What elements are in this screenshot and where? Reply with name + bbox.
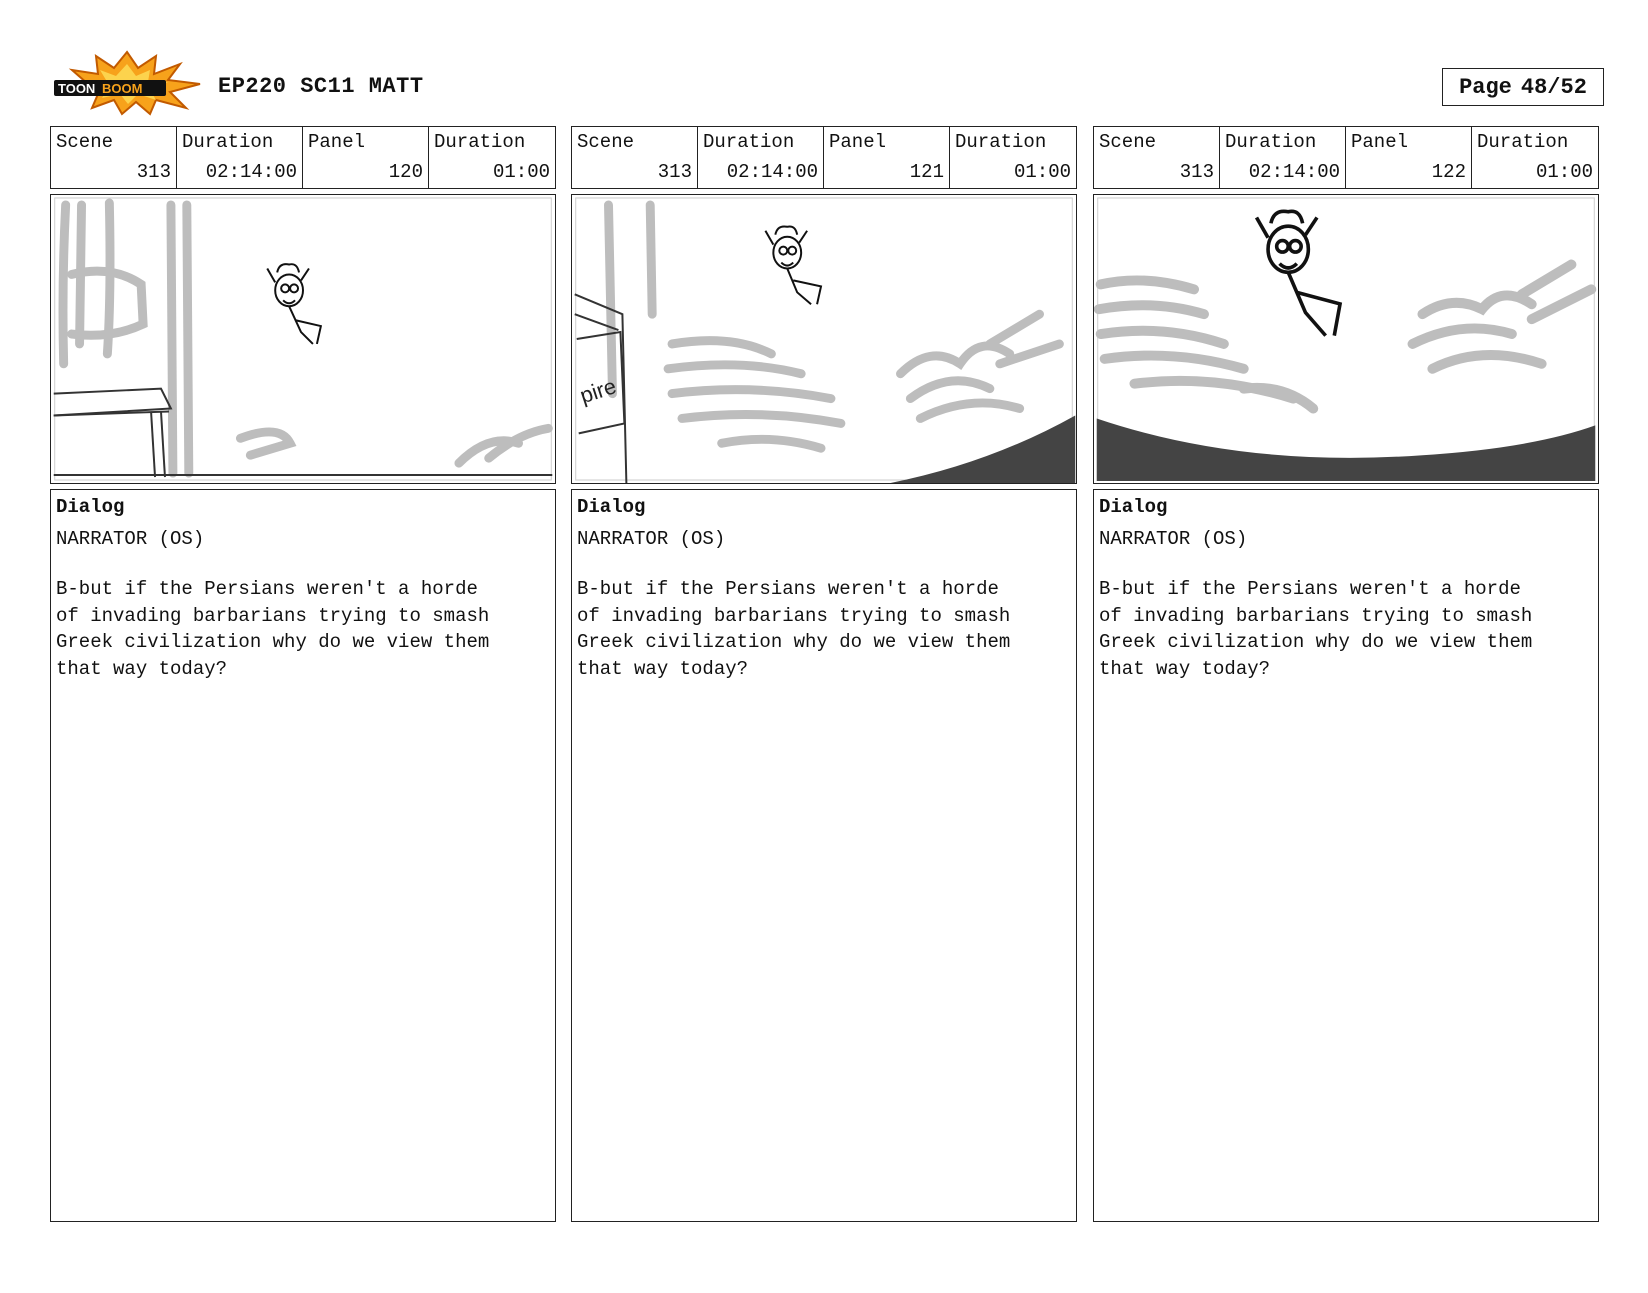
episode-title: EP220 SC11 MATT xyxy=(218,74,424,99)
dialog-label: Dialog xyxy=(56,496,125,518)
panel-duration-label: Duration xyxy=(434,131,526,153)
scene-duration-label: Duration xyxy=(1225,131,1317,153)
scene-number: 313 xyxy=(657,161,692,183)
scene-number: 313 xyxy=(1179,161,1214,183)
panel-number: 122 xyxy=(1431,161,1466,183)
scene-cell xyxy=(51,127,177,188)
dialog-speaker: NARRATOR (OS) xyxy=(1099,528,1248,550)
panel-number: 121 xyxy=(909,161,944,183)
storyboard-panel xyxy=(571,126,1077,1222)
page-indicator xyxy=(1442,68,1604,106)
dialog-text: B-but if the Persians weren't a horde of invading barbarians trying to smash Greek civilization why do we view them that way today? xyxy=(577,578,1011,680)
panel-duration: 01:00 xyxy=(1013,161,1071,183)
panel-duration-label: Duration xyxy=(955,131,1047,153)
panel-info-header xyxy=(571,126,1077,189)
storyboard-panel xyxy=(50,126,556,1222)
panel-duration: 01:00 xyxy=(1535,161,1593,183)
toonboom-logo xyxy=(52,50,202,116)
panel-label: Panel xyxy=(829,131,887,153)
sketch-frame xyxy=(1093,194,1599,484)
scene-duration-label: Duration xyxy=(182,131,274,153)
panel-duration-cell xyxy=(950,127,1076,188)
dialog-label: Dialog xyxy=(1099,496,1168,518)
scene-cell xyxy=(572,127,698,188)
dialog-speaker: NARRATOR (OS) xyxy=(56,528,205,550)
scene-duration-cell xyxy=(177,127,303,188)
panel-duration-label: Duration xyxy=(1477,131,1569,153)
scene-label: Scene xyxy=(56,131,114,153)
dialog-box xyxy=(571,489,1077,1222)
scene-label: Scene xyxy=(1099,131,1157,153)
sketch-image xyxy=(572,195,1076,483)
scene-label: Scene xyxy=(577,131,635,153)
scene-cell xyxy=(1094,127,1220,188)
svg-text:BOOM: BOOM xyxy=(102,81,143,96)
scene-duration: 02:14:00 xyxy=(726,161,818,183)
panel-number: 120 xyxy=(388,161,423,183)
panel-cell xyxy=(1346,127,1472,188)
dialog-speaker: NARRATOR (OS) xyxy=(577,528,726,550)
scene-duration: 02:14:00 xyxy=(205,161,297,183)
storyboard-panel xyxy=(1093,126,1599,1222)
dialog-text: B-but if the Persians weren't a horde of invading barbarians trying to smash Greek civilization why do we view them that way today? xyxy=(1099,578,1533,680)
panel-cell xyxy=(303,127,429,188)
scene-duration-label: Duration xyxy=(703,131,795,153)
panel-info-header xyxy=(50,126,556,189)
page-label: Page xyxy=(1459,74,1512,100)
dialog-box xyxy=(50,489,556,1222)
panel-label: Panel xyxy=(308,131,366,153)
panel-label: Panel xyxy=(1351,131,1409,153)
scene-duration: 02:14:00 xyxy=(1248,161,1340,183)
panel-cell xyxy=(824,127,950,188)
sketch-image xyxy=(51,195,555,483)
sketch-frame xyxy=(571,194,1077,484)
dialog-label: Dialog xyxy=(577,496,646,518)
panel-duration-cell xyxy=(1472,127,1598,188)
panel-duration-cell xyxy=(429,127,555,188)
dialog-text: B-but if the Persians weren't a horde of invading barbarians trying to smash Greek civilization why do we view them that way today? xyxy=(56,578,490,680)
panel-info-header xyxy=(1093,126,1599,189)
scene-duration-cell xyxy=(698,127,824,188)
sign-text: pire xyxy=(576,373,620,409)
dialog-box xyxy=(1093,489,1599,1222)
panel-duration: 01:00 xyxy=(492,161,550,183)
sketch-frame xyxy=(50,194,556,484)
svg-text:TOON: TOON xyxy=(58,81,96,96)
scene-number: 313 xyxy=(136,161,171,183)
sketch-image xyxy=(1094,195,1598,483)
scene-duration-cell xyxy=(1220,127,1346,188)
page-number: 48/52 xyxy=(1520,74,1587,100)
